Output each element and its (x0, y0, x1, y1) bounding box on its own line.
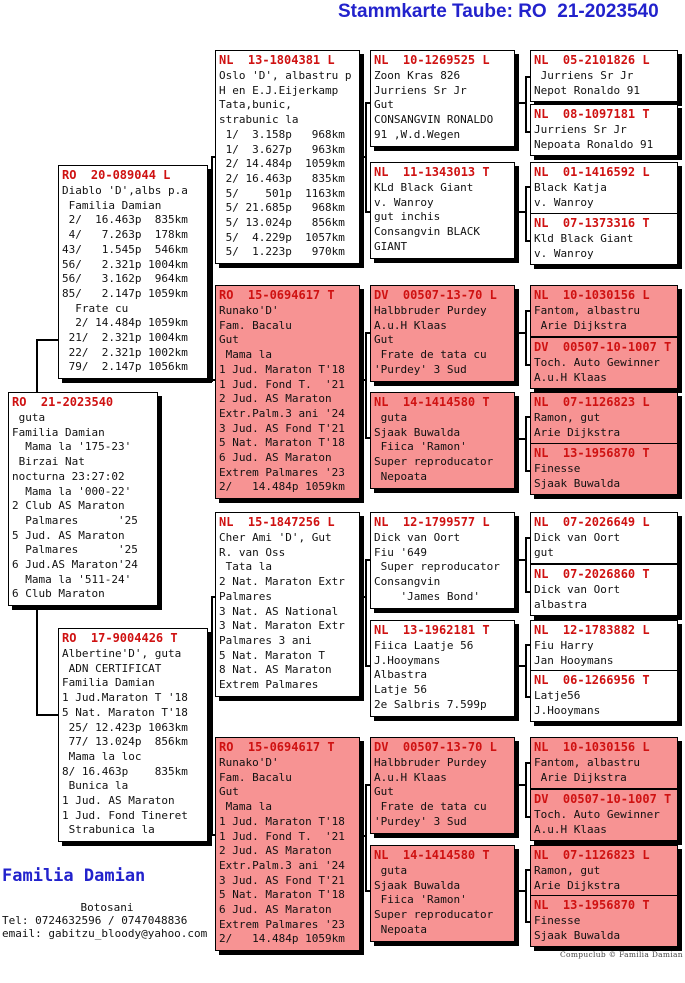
pedigree-line: 2/ 14.484p 1059km (219, 480, 345, 494)
breeder-email: email: gabitzu_bloody@yahoo.com (2, 927, 208, 940)
ring-number: NL 10-1269525 L (374, 53, 490, 67)
pedigree-line: 1 Jud. Fond Tineret (62, 808, 188, 822)
connector-line (525, 416, 527, 472)
box-nl-05-2101826 (530, 50, 678, 102)
pedigree-line: 5/ 13.024p 856km (219, 216, 345, 230)
pedigree-line: CONSANGVIN RONALDO (374, 113, 494, 127)
pedigree-line: Nepoata (374, 469, 427, 483)
pedigree-line: Nepoata Ronaldo 91 (534, 137, 654, 151)
connector-line (525, 644, 527, 698)
ring-number: NL 07-2026860 T (534, 567, 650, 581)
pedigree-line: Strabunica la (62, 823, 155, 837)
pedigree-line: 3 Nat. Maraton Extr (219, 619, 345, 633)
pedigree-line: Gut (374, 98, 394, 112)
box-ro-15-0694617-bottom (215, 737, 360, 951)
pedigree-line: R. van Oss (219, 545, 286, 559)
ring-number: NL 05-2101826 L (534, 53, 650, 67)
pedigree-line: Sjaak Buwalda (374, 878, 461, 892)
box-nl-07-2026649 (530, 512, 678, 564)
ring-number: NL 01-1416592 L (534, 165, 650, 179)
pedigree-line: Dick van Oort (534, 531, 621, 544)
connector-line (365, 559, 367, 667)
pedigree-line: 4/ 7.263p 178km (62, 228, 188, 242)
pedigree-line: Ramon, gut (534, 411, 601, 424)
pedigree-line: Toch. Auto Gewinner (534, 356, 660, 369)
ring-number: NL 13-1962181 T (374, 623, 490, 637)
pedigree-line: guta (374, 411, 408, 424)
pedigree-line: gut (534, 545, 554, 559)
pedigree-line: Palmares '25 (12, 543, 138, 557)
pedigree-line: Fiica 'Ramon' (374, 893, 467, 907)
pedigree-line: 2 Jud. AS Maraton (219, 392, 332, 406)
ring-number: NL 13-1804381 L (219, 53, 335, 67)
pedigree-line: Fiica 'Ramon' (374, 440, 467, 454)
pedigree-line: A.u.H Klaas (534, 822, 607, 836)
pedigree-line: Gut (374, 785, 394, 799)
pedigree-line: Finesse (534, 914, 581, 927)
pedigree-line: 6 Club Maraton (12, 587, 105, 601)
box-nl-10-1269525 (370, 50, 515, 147)
pedigree-line: Arie Dijkstra (534, 318, 627, 332)
pedigree-line: Ramon, gut (534, 864, 601, 877)
pedigree-line: Super reproducator (374, 908, 494, 922)
pedigree-line: Familia Damian (62, 676, 155, 690)
pedigree-line: 2/ 14.484p 1059km (219, 157, 345, 171)
ring-number: NL 15-1847256 L (219, 515, 335, 529)
pedigree-line: Kld Black Giant (534, 232, 634, 245)
ring-number: RO 21-2023540 (12, 395, 114, 409)
pedigree-line: 5 Nat. Maraton T (219, 648, 325, 662)
pedigree-line: 5 Nat. Maraton T'18 (219, 436, 345, 450)
pedigree-line: guta (12, 411, 46, 424)
ring-number: NL 07-2026649 L (534, 515, 650, 529)
pedigree-line: Fiu '649 (374, 545, 427, 559)
pedigree-line: 3 Jud. AS Fond T'21 (219, 873, 345, 887)
pedigree-line: Palmares '25 (12, 513, 138, 527)
ring-number: NL 12-1783882 L (534, 623, 650, 637)
pedigree-line: 2e Salbris 7.599p (374, 697, 487, 711)
ring-number: NL 07-1126823 L (534, 395, 650, 409)
pedigree-line: Mama la (219, 800, 272, 814)
pedigree-line: 77/ 13.024p 856km (62, 735, 188, 749)
pedigree-line: Oslo 'D', albastru p (219, 69, 352, 82)
compuclub-credit: Compuclub © Familia Damian (560, 950, 683, 959)
ring-number: NL 13-1956870 T (534, 446, 650, 460)
pedigree-line: 5 Jud. AS Maraton (12, 528, 125, 542)
box-nl-13-1956870-top (530, 443, 678, 495)
pedigree-line: Familia Damian (12, 425, 105, 439)
pedigree-line: 25/ 12.423p 1063km (62, 720, 188, 734)
ring-number: NL 14-1414580 T (374, 848, 490, 862)
connector-line (360, 379, 365, 381)
box-nl-14-1414580-top (370, 392, 515, 489)
ring-number: DV 00507-13-70 L (374, 288, 497, 302)
ring-number: NL 11-1343013 T (374, 165, 490, 179)
pedigree-line: Jurriens Sr Jr (534, 123, 627, 136)
box-ro-15-0694617-top (215, 285, 360, 499)
ring-number: NL 08-1097181 T (534, 107, 650, 121)
pedigree-line: Nepoata (374, 922, 427, 936)
ring-number: DV 00507-10-1007 T (534, 792, 672, 806)
pedigree-line: Latje 56 (374, 683, 427, 697)
ring-number: NL 12-1799577 L (374, 515, 490, 529)
pedigree-line: 1 Jud. AS Maraton (62, 794, 175, 808)
pedigree-line: Super reproducator (374, 560, 500, 574)
pedigree-line: 2/ 16.463p 835km (219, 171, 345, 185)
pedigree-line: v. Wanroy (374, 195, 434, 209)
pedigree-line: 1 Jud. Maraton T'18 (219, 814, 345, 828)
connector-line (515, 438, 525, 440)
connector-line (36, 714, 58, 716)
pedigree-line: Cher Ami 'D', Gut (219, 531, 332, 544)
pedigree-line: gut inchis (374, 210, 441, 224)
pedigree-line: 1/ 3.627p 963km (219, 142, 345, 156)
pedigree-line: Mama la loc (62, 749, 142, 763)
ring-number: NL 10-1030156 L (534, 288, 650, 302)
pedigree-line: Frate cu (62, 301, 129, 315)
pedigree-line: Consangvin (374, 575, 441, 589)
pedigree-line: Fam. Bacalu (219, 318, 292, 332)
pedigree-line: Familia Damian (62, 198, 162, 212)
pedigree-line: 21/ 2.321p 1004km (62, 331, 188, 345)
box-nl-12-1783882 (530, 620, 678, 672)
box-nl-07-1373316 (530, 213, 678, 265)
ring-number: NL 06-1266956 T (534, 673, 650, 687)
connector-line (515, 211, 525, 213)
pedigree-line: 5 Nat. Maraton T'18 (219, 888, 345, 902)
pedigree-line: 8 Nat. AS Maraton (219, 663, 332, 677)
pedigree-line: v. Wanroy (534, 246, 594, 260)
pedigree-line: Toch. Auto Gewinner (534, 808, 660, 821)
box-dv-00507-10-1007-bottom (530, 789, 678, 841)
pedigree-line: Albastra (374, 668, 427, 682)
pedigree-line: Arie Dijkstra (534, 878, 621, 892)
pedigree-line: 5/ 1.223p 970km (219, 245, 345, 259)
connector-line (365, 102, 367, 213)
pedigree-line: nocturna 23:27:02 (12, 469, 125, 483)
connector-line (515, 665, 525, 667)
pedigree-line: KLd Black Giant (374, 181, 474, 194)
page-title: Stammkarte Taube: RO 21-2023540 (338, 1, 659, 22)
connector-line (365, 784, 367, 892)
pedigree-line: Extr.Palm.3 ani '24 (219, 406, 345, 420)
pedigree-line: 8/ 16.463p 835km (62, 764, 188, 778)
pedigree-line: 56/ 2.321p 1004km (62, 257, 188, 271)
pedigree-line: v. Wanroy (534, 195, 594, 209)
box-nl-13-1804381 (215, 50, 360, 264)
connector-line (515, 559, 525, 561)
pedigree-line: Extrem Palmares '23 (219, 465, 345, 479)
pedigree-line: 1 Jud. Fond T. '21 (219, 377, 345, 391)
pedigree-line: 3 Jud. AS Fond T'21 (219, 421, 345, 435)
pedigree-line: Super reproducator (374, 455, 494, 469)
box-nl-10-1030156-bottom (530, 737, 678, 789)
pedigree-line: Frate de tata cu (374, 348, 487, 362)
pedigree-line: Extrem Palmares '23 (219, 917, 345, 931)
connector-line (360, 596, 365, 598)
box-nl-07-1126823-bottom (530, 845, 678, 897)
pedigree-line: 'Purdey' 3 Sud (374, 814, 467, 828)
pedigree-line: Arie Dijkstra (534, 770, 627, 784)
box-nl-11-1343013 (370, 162, 515, 259)
pedigree-line: 2 Club AS Maraton (12, 499, 125, 513)
pedigree-line: Jan Hooymans (534, 653, 614, 667)
pedigree-line: 6 Jud. AS Maraton (219, 451, 332, 465)
box-ro-17-9004426 (58, 628, 208, 842)
pedigree-line: Extrem Palmares (219, 678, 319, 692)
ring-number: NL 07-1126823 L (534, 848, 650, 862)
pedigree-line: Mama la '511-24' (12, 572, 132, 586)
box-nl-08-1097181 (530, 104, 678, 156)
box-nl-07-1126823-top (530, 392, 678, 444)
pedigree-line: 22/ 2.321p 1002km (62, 345, 188, 359)
pedigree-line: Sjaak Buwalda (374, 425, 461, 439)
pedigree-line: 2 Jud. AS Maraton (219, 844, 332, 858)
box-ro-20-089044 (58, 165, 208, 379)
connector-line (36, 339, 58, 341)
pedigree-line: Arie Dijkstra (534, 425, 621, 439)
ring-number: RO 20-089044 L (62, 168, 171, 182)
pedigree-line: Halbbruder Purdey (374, 756, 487, 769)
pedigree-line: Zoon Kras 826 (374, 69, 461, 82)
connector-line (525, 537, 527, 593)
pedigree-line: 1 Jud. Maraton T'18 (219, 362, 345, 376)
pedigree-line: 1 Jud.Maraton T '18 (62, 691, 188, 705)
pedigree-line: albastra (534, 597, 587, 611)
ring-number: NL 10-1030156 L (534, 740, 650, 754)
connector-line (515, 102, 525, 104)
pedigree-line: Extr.Palm.3 ani '24 (219, 858, 345, 872)
pedigree-line: Gut (219, 333, 239, 347)
ring-number: NL 07-1373316 T (534, 216, 650, 230)
box-nl-10-1030156-top (530, 285, 678, 337)
connector-line (525, 762, 527, 818)
ring-number: RO 17-9004426 T (62, 631, 178, 645)
pedigree-line: Bunica la (62, 779, 129, 793)
pedigree-line: J.Hooymans (534, 703, 601, 717)
pedigree-line: 3 Nat. AS National (219, 604, 339, 618)
pedigree-line: Fantom, albastru (534, 304, 640, 317)
pedigree-line: guta (374, 864, 408, 877)
pedigree-line: 2/ 14.484p 1059km (219, 932, 345, 946)
ring-number: DV 00507-13-70 L (374, 740, 497, 754)
pedigree-line: 5/ 21.685p 968km (219, 201, 345, 215)
box-nl-07-2026860 (530, 564, 678, 616)
connector-line (360, 835, 365, 837)
pedigree-line: Mama la '000-22' (12, 484, 132, 498)
pedigree-line: Sjaak Buwalda (534, 928, 621, 942)
pedigree-line: strabunic la (219, 113, 299, 127)
pedigree-line: 6 Jud. AS Maraton (219, 903, 332, 917)
connector-line (515, 332, 525, 334)
pedigree-line: Fantom, albastru (534, 756, 640, 769)
pedigree-line: Albertine'D', guta (62, 647, 182, 660)
pedigree-line: Mama la (219, 348, 272, 362)
pedigree-line: 5/ 501p 1163km (219, 186, 345, 200)
pedigree-line: 91 ,W.d.Wegen (374, 127, 461, 141)
connector-line (525, 76, 527, 133)
pedigree-line: J.Hooymans (374, 653, 441, 667)
pedigree-line: Gut (219, 785, 239, 799)
pedigree-line: Frate de tata cu (374, 800, 487, 814)
pedigree-line: Birzai Nat (12, 455, 85, 469)
pedigree-line: Mama la '175-23' (12, 440, 132, 454)
box-nl-12-1799577 (370, 512, 515, 609)
pedigree-line: 'Purdey' 3 Sud (374, 362, 467, 376)
pedigree-line: 2 Nat. Maraton Extr (219, 575, 345, 589)
connector-line (525, 186, 527, 242)
pedigree-line: 2/ 14.484p 1059km (62, 316, 188, 330)
box-dv-00507-13-70-bottom (370, 737, 515, 834)
box-nl-01-1416592 (530, 162, 678, 214)
box-nl-06-1266956 (530, 670, 678, 722)
connector-line (525, 869, 527, 923)
breeder-phone: Tel: 0724632596 / 0747048836 (2, 914, 188, 927)
pedigree-line: Nepot Ronaldo 91 (534, 83, 640, 97)
pedigree-line: Halbbruder Purdey (374, 304, 487, 317)
box-dv-00507-10-1007-top (530, 337, 678, 389)
box-nl-13-1962181 (370, 620, 515, 717)
ring-number: DV 00507-10-1007 T (534, 340, 672, 354)
pedigree-line: Consangvin BLACK (374, 225, 480, 239)
pedigree-line: Black Katja (534, 181, 607, 194)
pedigree-line: 2/ 16.463p 835km (62, 213, 188, 227)
connector-line (211, 156, 213, 382)
pedigree-line: 1 Jud. Fond T. '21 (219, 829, 345, 843)
ring-number: NL 13-1956870 T (534, 898, 650, 912)
pedigree-line: 43/ 1.545p 546km (62, 242, 188, 256)
connector-line (515, 784, 525, 786)
pedigree-line: H en E.J.Eijerkamp (219, 83, 339, 97)
pedigree-line: ADN CERTIFICAT (62, 661, 162, 675)
box-nl-13-1956870-bottom (530, 895, 678, 947)
box-ro-21-2023540-subject (8, 392, 158, 606)
pedigree-line: 1/ 3.158p 968km (219, 127, 345, 141)
connector-line (211, 596, 213, 836)
pedigree-line: Jurriens Sr Jr (534, 69, 634, 82)
pedigree-line: Runako'D' (219, 756, 279, 769)
connector-line (525, 310, 527, 366)
pedigree-line: 79/ 2.147p 1056km (62, 360, 188, 374)
pedigree-line: 56/ 3.162p 964km (62, 272, 188, 286)
pedigree-line: 85/ 2.147p 1059km (62, 286, 188, 300)
pedigree-line: 5/ 4.229p 1057km (219, 230, 345, 244)
pedigree-line: Sjaak Buwalda (534, 476, 621, 490)
pedigree-line: Dick van Oort (374, 531, 461, 544)
pedigree-line: Latje56 (534, 689, 581, 702)
box-nl-15-1847256 (215, 512, 360, 697)
pedigree-line: Fam. Bacalu (219, 770, 292, 784)
box-nl-14-1414580-bottom (370, 845, 515, 942)
pedigree-line: Tata,bunic, (219, 98, 292, 112)
ring-number: RO 15-0694617 T (219, 288, 335, 302)
connector-line (360, 156, 365, 158)
pedigree-line: A.u.H Klaas (534, 370, 607, 384)
pedigree-line: GIANT (374, 239, 408, 253)
pedigree-line: Fiica Laatje 56 (374, 639, 474, 652)
pedigree-line: Tata la (219, 560, 272, 574)
pedigree-line: Palmares 3 ani (219, 633, 312, 647)
pedigree-line: 5 Nat. Maraton T'18 (62, 705, 188, 719)
breeder-name: Familia Damian (2, 866, 146, 886)
pedigree-line: Palmares (219, 589, 272, 603)
pedigree-line: Jurriens Sr Jr (374, 83, 467, 97)
pedigree-line: A.u.H Klaas (374, 318, 447, 332)
pedigree-line: A.u.H Klaas (374, 770, 447, 784)
pedigree-line: Finesse (534, 462, 581, 475)
pedigree-line: Dick van Oort (534, 583, 621, 596)
box-dv-00507-13-70-top (370, 285, 515, 382)
connector-line (515, 890, 525, 892)
breeder-city: Botosani (80, 901, 134, 914)
pedigree-line: Diablo 'D',albs p.a (62, 184, 188, 197)
pedigree-line: Gut (374, 333, 394, 347)
pedigree-line: 'James Bond' (374, 589, 480, 603)
ring-number: RO 15-0694617 T (219, 740, 335, 754)
ring-number: NL 14-1414580 T (374, 395, 490, 409)
connector-line (365, 332, 367, 439)
pedigree-line: Runako'D' (219, 304, 279, 317)
pedigree-line: 6 Jud.AS Maraton'24 (12, 558, 138, 572)
pedigree-line: Fiu Harry (534, 639, 594, 652)
